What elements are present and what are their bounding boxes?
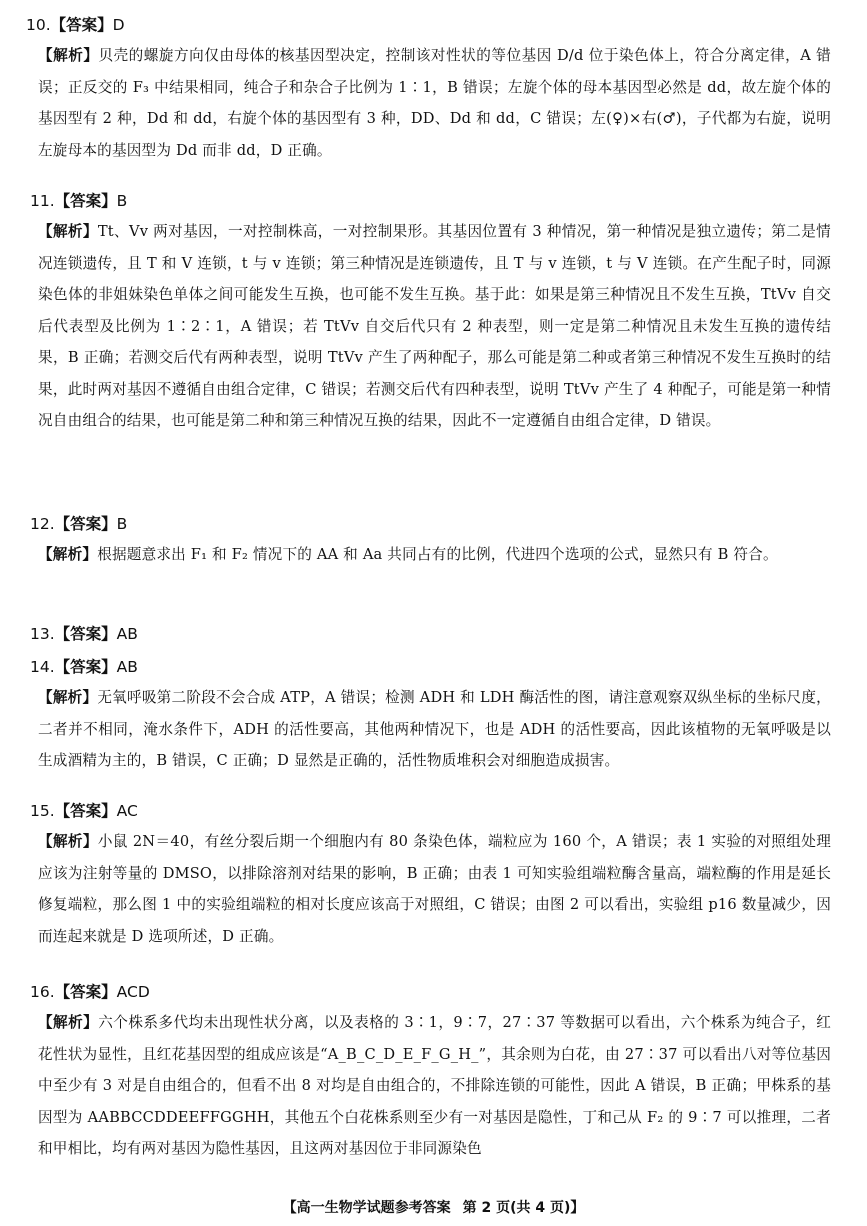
analysis-paragraph <box>30 1007 831 1165</box>
question-15 <box>30 796 867 952</box>
analysis-text: Tt、Vv 两对基因，一对控制株高，一对控制果形。其基因位置有 3 种情况，第一种情况是独立遗传；第二是情况连锁遗传，且 T 和 V 连锁，t 与 v 连锁；第三种情况是连锁遗传，且 T 与 v 连锁，t 与 V 连锁。在产生配子时，同源染色体的非姐妹染色单体之间可能发生互换，也可能不发生互换。基于此：如果是第三种情况且不发生互换，TtVv 自交后代表型及比例为 1∶2∶1，A 错误；若 TtVv 自交后代只有 2 种表型，则一定是第二种情况且未发生互换的遗传结果，B 正确；若测交后代有两种表型，说明 TtVv 产生了两种配子，那么可能是第二种或者第三种情况不发生互换时的结果，此时两对基因不遵循自由组合定律，C 错误；若测交后代有四种表型，说明 TtVv 产生了 4 种配子，可能是第一种情况自由组合的结果，也可能是第二种和第三种情况互换的结果，因此不一定遵循自由组合定律，D 错误。 <box>38 223 831 429</box>
answer-line <box>26 10 867 40</box>
analysis-label: 【解析】 <box>38 833 98 850</box>
analysis-text: 小鼠 2N＝40，有丝分裂后期一个细胞内有 80 条染色体，端粒应为 160 个，A 错误；表 1 实验的对照组处理应该为注射等量的 DMSO，以排除溶剂对结果的影响，B 正确；由表 1 可知实验组端粒酶含量高，端粒酶的作用是延长修复端粒，那么图 1 中的实验组端粒的相对长度应该高于对照组，C 错误；由图 2 可以看出，实验组 p16 数量减少，因而连起来就是 D 选项所述，D 正确。 <box>38 833 831 945</box>
analysis-label: 【解析】 <box>38 689 98 706</box>
analysis-label: 【解析】 <box>38 1014 99 1031</box>
question-10 <box>26 10 867 166</box>
answer-value: D <box>112 16 125 34</box>
answer-value: AB <box>116 625 138 643</box>
analysis-paragraph <box>30 216 831 437</box>
answer-value: B <box>116 192 128 210</box>
analysis-text: 贝壳的螺旋方向仅由母体的核基因型决定，控制该对性状的等位基因 D/d 位于染色体上，符合分离定律，A 错误；正反交的 F₃ 中结果相同，纯合子和杂合子比例为 1∶1，B 错误；左旋个体的母本基因型必然是 dd，故左旋个体的基因型有 2 种，Dd 和 dd，右旋个体的基因型有 3 种，DD、Dd 和 dd，C 错误；左(♀)×右(♂)，子代都为右旋，说明左旋母本的基因型为 Dd 而非 dd，D 正确。 <box>38 47 831 159</box>
question-number: 12. <box>30 515 55 533</box>
question-16 <box>30 977 867 1165</box>
analysis-text: 六个株系多代均未出现性状分离，以及表格的 3∶1，9∶7，27∶37 等数据可以看出，六个株系为纯合子，红花性状为显性，且红花基因型的组成应该是“A_B_C_D_E_F_G_H_”，其余则为白花，由 27∶37 可以看出八对等位基因中至少有 3 对是自由组合的，但看不出 8 对均是自由组合的，不排除连锁的可能性，因此 A 错误，B 正确；甲株系的基因型为 AABBCCDDEEFFGGHH，其他五个白花株系则至少有一对基因是隐性，丁和己从 F₂ 的 9∶7 可以推理，二者和甲相比，均有两对基因为隐性基因，且这两对基因位于非同源染色 <box>38 1014 831 1157</box>
question-12 <box>30 509 867 571</box>
page-footer <box>0 1197 867 1217</box>
answer-line <box>30 977 867 1007</box>
footer-title: 【高一生物学试题参考答案 <box>282 1200 451 1216</box>
question-number: 15. <box>30 802 55 820</box>
answer-label: 【答案】 <box>50 16 113 34</box>
answer-label: 【答案】 <box>54 625 117 643</box>
question-number: 14. <box>30 658 55 676</box>
answer-line <box>30 796 867 826</box>
answer-line <box>30 619 867 649</box>
analysis-paragraph <box>30 826 831 952</box>
analysis-text: 无氧呼吸第二阶段不会合成 ATP，A 错误；检测 ADH 和 LDH 酶活性的图，请注意观察双纵坐标的坐标尺度，二者并不相同，淹水条件下，ADH 的活性要高，其他两种情况下，也是 ADH 的活性要高，因此该植物的无氧呼吸是以生成酒精为主的，B 错误，C 正确；D 显然是正确的，活性物质堆积会对细胞造成损害。 <box>38 689 831 769</box>
answer-label: 【答案】 <box>54 983 117 1001</box>
answer-value: B <box>116 515 128 533</box>
answer-label: 【答案】 <box>54 515 117 533</box>
question-13 <box>30 619 867 649</box>
analysis-label: 【解析】 <box>38 47 99 64</box>
question-number: 16. <box>30 983 55 1001</box>
analysis-paragraph <box>30 539 831 571</box>
analysis-paragraph <box>26 40 831 166</box>
analysis-label: 【解析】 <box>38 223 98 240</box>
question-number: 13. <box>30 625 55 643</box>
answer-value: ACD <box>116 983 150 1001</box>
answer-line <box>30 186 867 216</box>
footer-page-number: 第 2 页(共 4 页)】 <box>462 1200 585 1216</box>
question-14 <box>30 652 867 777</box>
question-number: 11. <box>30 192 55 210</box>
answer-label: 【答案】 <box>54 802 117 820</box>
answer-label: 【答案】 <box>54 658 117 676</box>
analysis-text: 根据题意求出 F₁ 和 F₂ 情况下的 AA 和 Aa 共同占有的比例，代进四个选项的公式，显然只有 B 符合。 <box>97 546 778 563</box>
answer-value: AB <box>116 658 138 676</box>
question-11 <box>30 186 867 437</box>
analysis-label: 【解析】 <box>38 546 98 563</box>
question-number: 10. <box>26 16 51 34</box>
answer-value: AC <box>116 802 138 820</box>
answer-line <box>30 652 867 682</box>
answer-label: 【答案】 <box>54 192 117 210</box>
analysis-paragraph <box>30 682 831 777</box>
answer-line <box>30 509 867 539</box>
